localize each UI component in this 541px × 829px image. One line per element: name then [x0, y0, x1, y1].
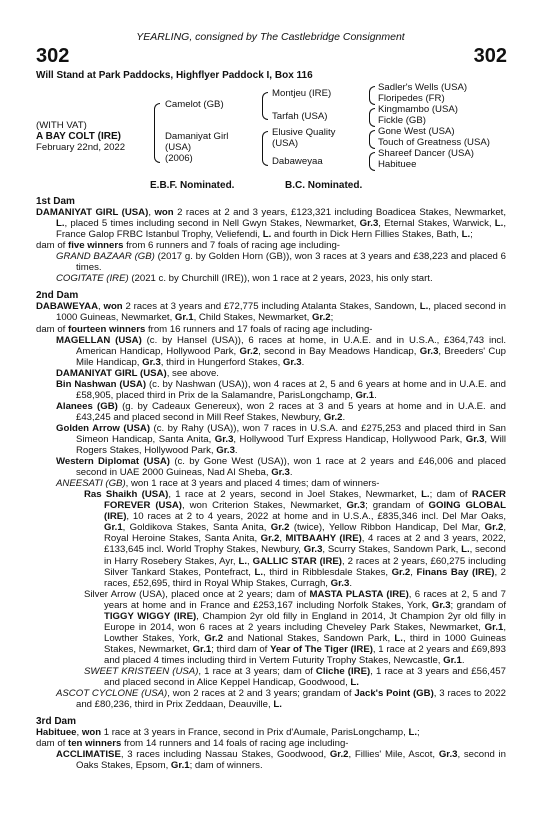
produce-item: DAMANIYAT GIRL (USA), see above.: [56, 367, 219, 379]
first-dam-record: DAMANIYAT GIRL (USA), won 2 races at 2 and 3 years, £123,321 including Boadicea Stakes, Newmarket, L., placed 5 times including second in Nell Gwyn Stakes, Newmarket, Gr.3, Eternal Stakes, Warwick, L., France Galop FRBC Istanbul Trophy, Veliefendi, L. and fourth in Dick Hern Fillies Stakes, Bath, L.;: [36, 207, 506, 241]
brace-ss: [369, 86, 375, 105]
horse-name: A BAY COLT (IRE): [36, 131, 122, 142]
dam-sire-line1: Elusive Quality: [272, 127, 336, 138]
produce-item: Silver Arrow (USA), placed once at 2 years; dam of MASTA PLASTA (IRE), 6 races at 2, 5 and 7 years at home and in France and £253,167 including Norfolk Stakes, York, Gr.3; grandam of TIGGY WIGGY (IRE), Champion 2yr old filly in England in 2014, Jt Champion 2yr old filly in Europe in 2014, won 6 races at 2 years including Cheveley Park Stakes, Newmarket, Gr.1, Lowther Stakes, York, Gr.2 and National Stakes, Sandown Park, L., third in 1000 Guineas Stakes, Newmarket, Gr.1; third dam of Year of The Tiger (IRE), 1 race at 2 years and £69,893 and placed 4 times including third in Vertem Futurity Trophy Stakes, Newcastle, Gr.1.: [84, 588, 506, 666]
dam-line2: (USA): [165, 142, 192, 153]
foaling-date: February 22nd, 2022: [36, 142, 126, 153]
ebf-nomination: E.B.F. Nominated.: [150, 180, 235, 191]
dam-produce-notes: [36, 196, 506, 771]
lot-number-right: 302: [473, 45, 507, 67]
dam-dam-sire: Shareef Dancer (USA): [378, 148, 474, 159]
brace-dd: [369, 152, 375, 171]
dam-line1: Damaniyat Girl: [165, 131, 229, 142]
sire-sire-dam: Floripedes (FR): [378, 93, 445, 104]
produce-item: COGITATE (IRE) (2021 c. by Churchill (IRE)), won 1 race at 2 years, 2023, his only start.: [56, 273, 433, 285]
second-dam-heading: 2nd Dam: [36, 290, 79, 302]
third-dam-heading: 3rd Dam: [36, 716, 77, 728]
lot-number-left: 302: [36, 45, 70, 67]
dam-dam: Dabaweyaa: [272, 156, 323, 167]
brace-sd: [369, 108, 375, 127]
produce-item: ACCLIMATISE, 3 races including Nassau Stakes, Goodwood, Gr.2, Fillies' Mile, Ascot, Gr.3, second in Oaks Stakes, Epsom, Gr.1; dam of winners.: [56, 749, 506, 772]
sire: Camelot (GB): [165, 99, 224, 110]
first-dam-summary: dam of five winners from 6 runners and 7 foals of racing age including-: [36, 240, 340, 252]
sire-dam-dam: Fickle (GB): [378, 115, 426, 126]
brace-gen1: [154, 103, 160, 163]
second-dam-record: DABAWEYAA, won 2 races at 3 years and £72,775 including Atalanta Stakes, Sandown, L., placed second in 1000 Guineas, Newmarket, Gr.1, Child Stakes, Newmarket, Gr.2;: [36, 301, 506, 324]
brace-ds: [369, 130, 375, 149]
first-dam-heading: 1st Dam: [36, 196, 75, 207]
brace-dam: [262, 131, 268, 166]
sire-dam: Tarfah (USA): [272, 111, 328, 122]
dam-sire-sire: Gone West (USA): [378, 126, 455, 137]
third-dam-summary: dam of ten winners from 14 runners and 14 foals of racing age including-: [36, 738, 349, 750]
produce-item: Golden Arrow (USA) (c. by Rahy (USA)), won 7 races in U.S.A. and £275,253 and placed third in San Simeon Handicap, Santa Anita, Gr.3, Hollywood Turf Express Handicap, Hollywood Park, Gr.3, Will Rogers Stakes, Hollywood Park, Gr.3.: [56, 422, 507, 457]
stand-location: Will Stand at Park Paddocks, Highflyer Paddock I, Box 116: [36, 70, 313, 81]
dam-sire-line2: (USA): [272, 138, 299, 149]
produce-item: GRAND BAZAAR (GB) (2017 g. by Golden Horn (GB)), won 3 races at 3 years and £38,223 and placed 6 times.: [56, 251, 506, 274]
dam-dam-dam: Habituee: [378, 159, 417, 170]
produce-item: MAGELLAN (USA) (c. by Hansel (USA)), 6 races at home, in U.A.E. and in U.S.A., £364,743 incl. American Handicap, Hollywood Park, Gr.2, second in Bay Meadows Handicap, Gr.3, Breeders' Cup Mile Handicap, Gr.3, third in Hungerford Stakes, Gr.3.: [56, 334, 507, 368]
consignment-header: YEARLING, consigned by The Castlebridge Consignment: [136, 31, 405, 43]
produce-item: Ras Shaikh (USA), 1 race at 2 years, second in Joel Stakes, Newmarket, L.; dam of RACER FOREVER (USA), won Criterion Stakes, Newmarket, Gr.3; grandam of GOING GLOBAL (IRE), 10 races at 2 to 4 years, 2022 at home and in U.S.A., £835,346 incl. Del Mar Oaks, Gr.1, Goldikova Stakes, Santa Anita, Gr.2 (twice), Yellow Ribbon Handicap, Del Mar, Gr.2, Royal Heroine Stakes, Santa Anita, Gr.2, MITBAAHY (IRE), 4 races at 2 and 3 years, 2022, £133,645 incl. World Trophy Stakes, Newbury, Gr.3, Scurry Stakes, Sandown Park, L., second in Harry Rosebery Stakes, Ayr, L., GALLIC STAR (IRE), 2 races at 2 years, £60,275 including Silver Tankard Stakes, Pontefract, L., third in Ribblesdale Stakes, Gr.2, Finans Bay (IRE), 2 races, £52,695, third in Royal Whip Stakes, Curragh, Gr.3.: [84, 489, 506, 589]
bc-nomination: B.C. Nominated.: [285, 180, 363, 191]
sire-sire-sire: Sadler's Wells (USA): [378, 82, 468, 93]
second-dam-summary: dam of fourteen winners from 16 runners and 17 foals of racing age including-: [36, 323, 373, 335]
third-dam-record: Habituee, won 1 race at 3 years in France, second in Prix d'Aumale, ParisLongchamp, L.;: [36, 727, 420, 739]
dam-line3: (2006): [165, 153, 193, 164]
dam-sire-dam: Touch of Greatness (USA): [378, 137, 490, 148]
vat-note: (WITH VAT): [36, 120, 87, 131]
sire-dam-sire: Kingmambo (USA): [378, 104, 458, 115]
produce-item: Western Diplomat (USA) (c. by Gone West (USA)), won 1 race at 2 years and £46,006 and placed second in UAE 2000 Guineas, Nad Al Sheba, Gr.3.: [56, 456, 506, 479]
produce-item: Alanees (GB) (g. by Cadeaux Genereux), won 2 races at 3 and 5 years at home and in U.A.E. and £43,245 and placed second in Mill Reef Stakes, Newbury, Gr.2.: [56, 400, 506, 423]
brace-sire: [262, 92, 268, 120]
produce-item: Bin Nashwan (USA) (c. by Nashwan (USA)), won 4 races at 2, 5 and 6 years at home and in U.A.E. and £58,905, placed third in Prix de la Salamandre, ParisLongchamp, Gr.1.: [56, 378, 506, 401]
produce-item: SWEET KRISTEEN (USA), 1 race at 3 years; dam of Cliche (IRE), 1 race at 3 years and £56,457 and placed second in Alice Keppel Handicap, Goodwood, L.: [84, 665, 506, 689]
produce-item: ASCOT CYCLONE (USA), won 2 races at 2 and 3 years; grandam of Jack's Point (GB), 3 races to 2022 and £80,236, third in Prix Zeddaan, Deauville, L.: [56, 688, 506, 711]
produce-item: ANEESATI (GB), won 1 race at 3 years and placed 4 times; dam of winners-: [56, 478, 380, 490]
sire-sire: Montjeu (IRE): [272, 88, 332, 99]
